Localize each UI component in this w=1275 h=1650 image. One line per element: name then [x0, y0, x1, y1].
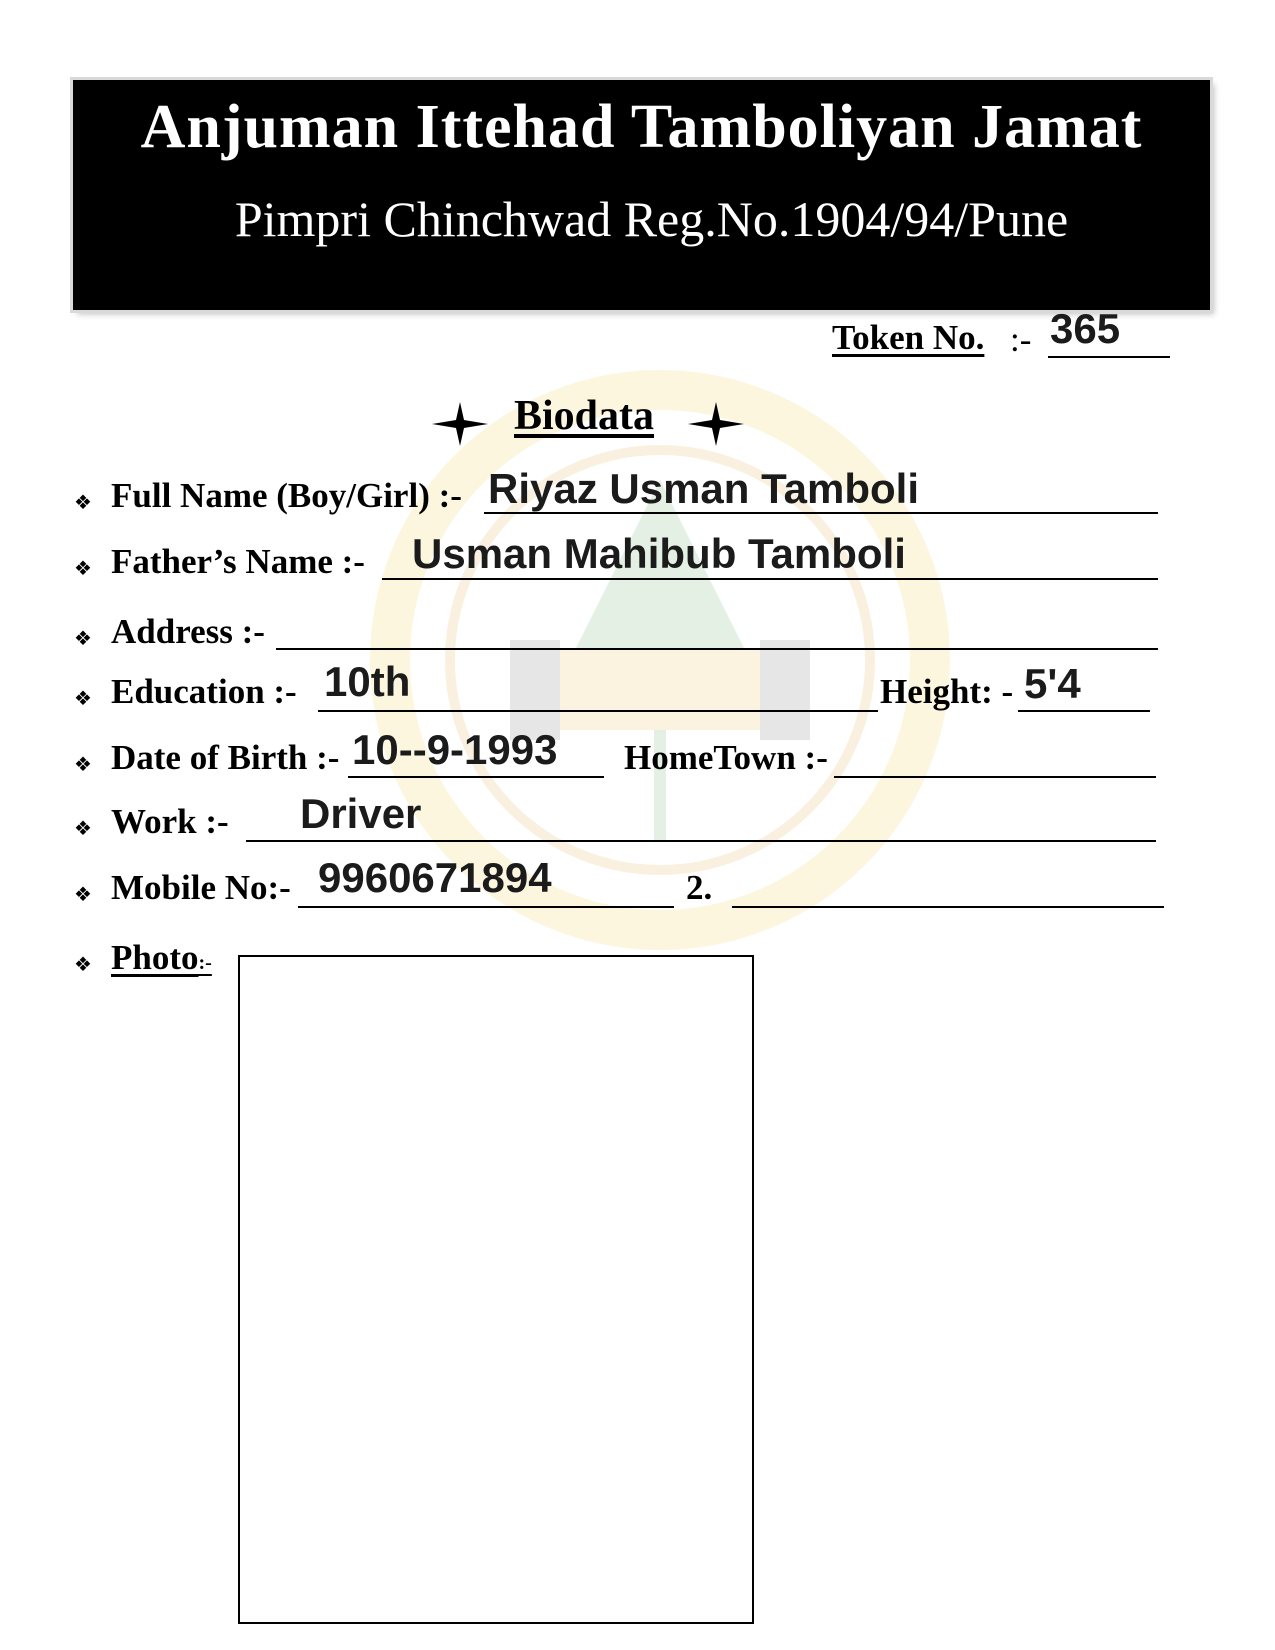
hometown-line	[834, 776, 1156, 778]
address-line	[276, 648, 1158, 650]
work-line	[246, 840, 1156, 842]
mobile-label: Mobile No:-	[111, 868, 291, 907]
token-label: Token No.	[832, 318, 985, 357]
father-name-line	[382, 578, 1158, 580]
photo-label-group	[111, 938, 212, 978]
header-banner	[73, 80, 1210, 310]
photo-label-suffix: :-	[198, 952, 212, 974]
star-left-icon	[432, 402, 488, 446]
address-label: Address :-	[111, 612, 265, 651]
photo-label: Photo	[111, 938, 199, 977]
photo-box[interactable]	[238, 955, 754, 1624]
org-name: Anjuman Ittehad Tamboliyan Jamat	[140, 93, 1143, 161]
height-label: Height: -	[880, 672, 1014, 711]
org-subtitle: Pimpri Chinchwad Reg.No.1904/94/Pune	[234, 191, 1069, 247]
full-name-value: Riyaz Usman Tamboli	[488, 465, 919, 512]
full-name-line	[484, 512, 1158, 514]
education-label: Education :-	[111, 672, 297, 711]
diamond-bullet-icon: ❖	[74, 884, 92, 906]
mobile-value: 9960671894	[318, 854, 552, 901]
father-name-value: Usman Mahibub Tamboli	[412, 530, 906, 577]
height-value: 5'4	[1024, 660, 1081, 707]
token-line	[1048, 356, 1170, 358]
diamond-bullet-icon: ❖	[74, 628, 92, 650]
biodata-title: Biodata	[514, 393, 655, 439]
father-name-label: Father’s Name :-	[111, 542, 365, 581]
diamond-bullet-icon: ❖	[74, 754, 92, 776]
star-right-icon	[688, 402, 744, 446]
diamond-bullet-icon: ❖	[74, 492, 92, 514]
education-value: 10th	[324, 658, 411, 705]
work-label: Work :-	[111, 802, 229, 841]
dob-value: 10--9-1993	[352, 726, 558, 773]
mobile-2-line	[732, 906, 1164, 908]
token-value: 365	[1050, 305, 1121, 352]
full-name-label: Full Name (Boy/Girl) :-	[111, 476, 462, 515]
token-separator: :-	[1010, 320, 1032, 359]
height-line	[1018, 710, 1150, 712]
dob-label: Date of Birth :-	[111, 738, 340, 777]
dob-line	[348, 776, 604, 778]
diamond-bullet-icon: ❖	[74, 688, 92, 710]
diamond-bullet-icon: ❖	[74, 818, 92, 840]
hometown-label: HomeTown :-	[624, 738, 828, 777]
mobile-2-label: 2.	[686, 868, 713, 907]
work-value: Driver	[300, 790, 422, 837]
diamond-bullet-icon: ❖	[74, 954, 92, 976]
diamond-bullet-icon: ❖	[74, 558, 92, 580]
education-line	[318, 710, 878, 712]
mobile-line	[298, 906, 674, 908]
